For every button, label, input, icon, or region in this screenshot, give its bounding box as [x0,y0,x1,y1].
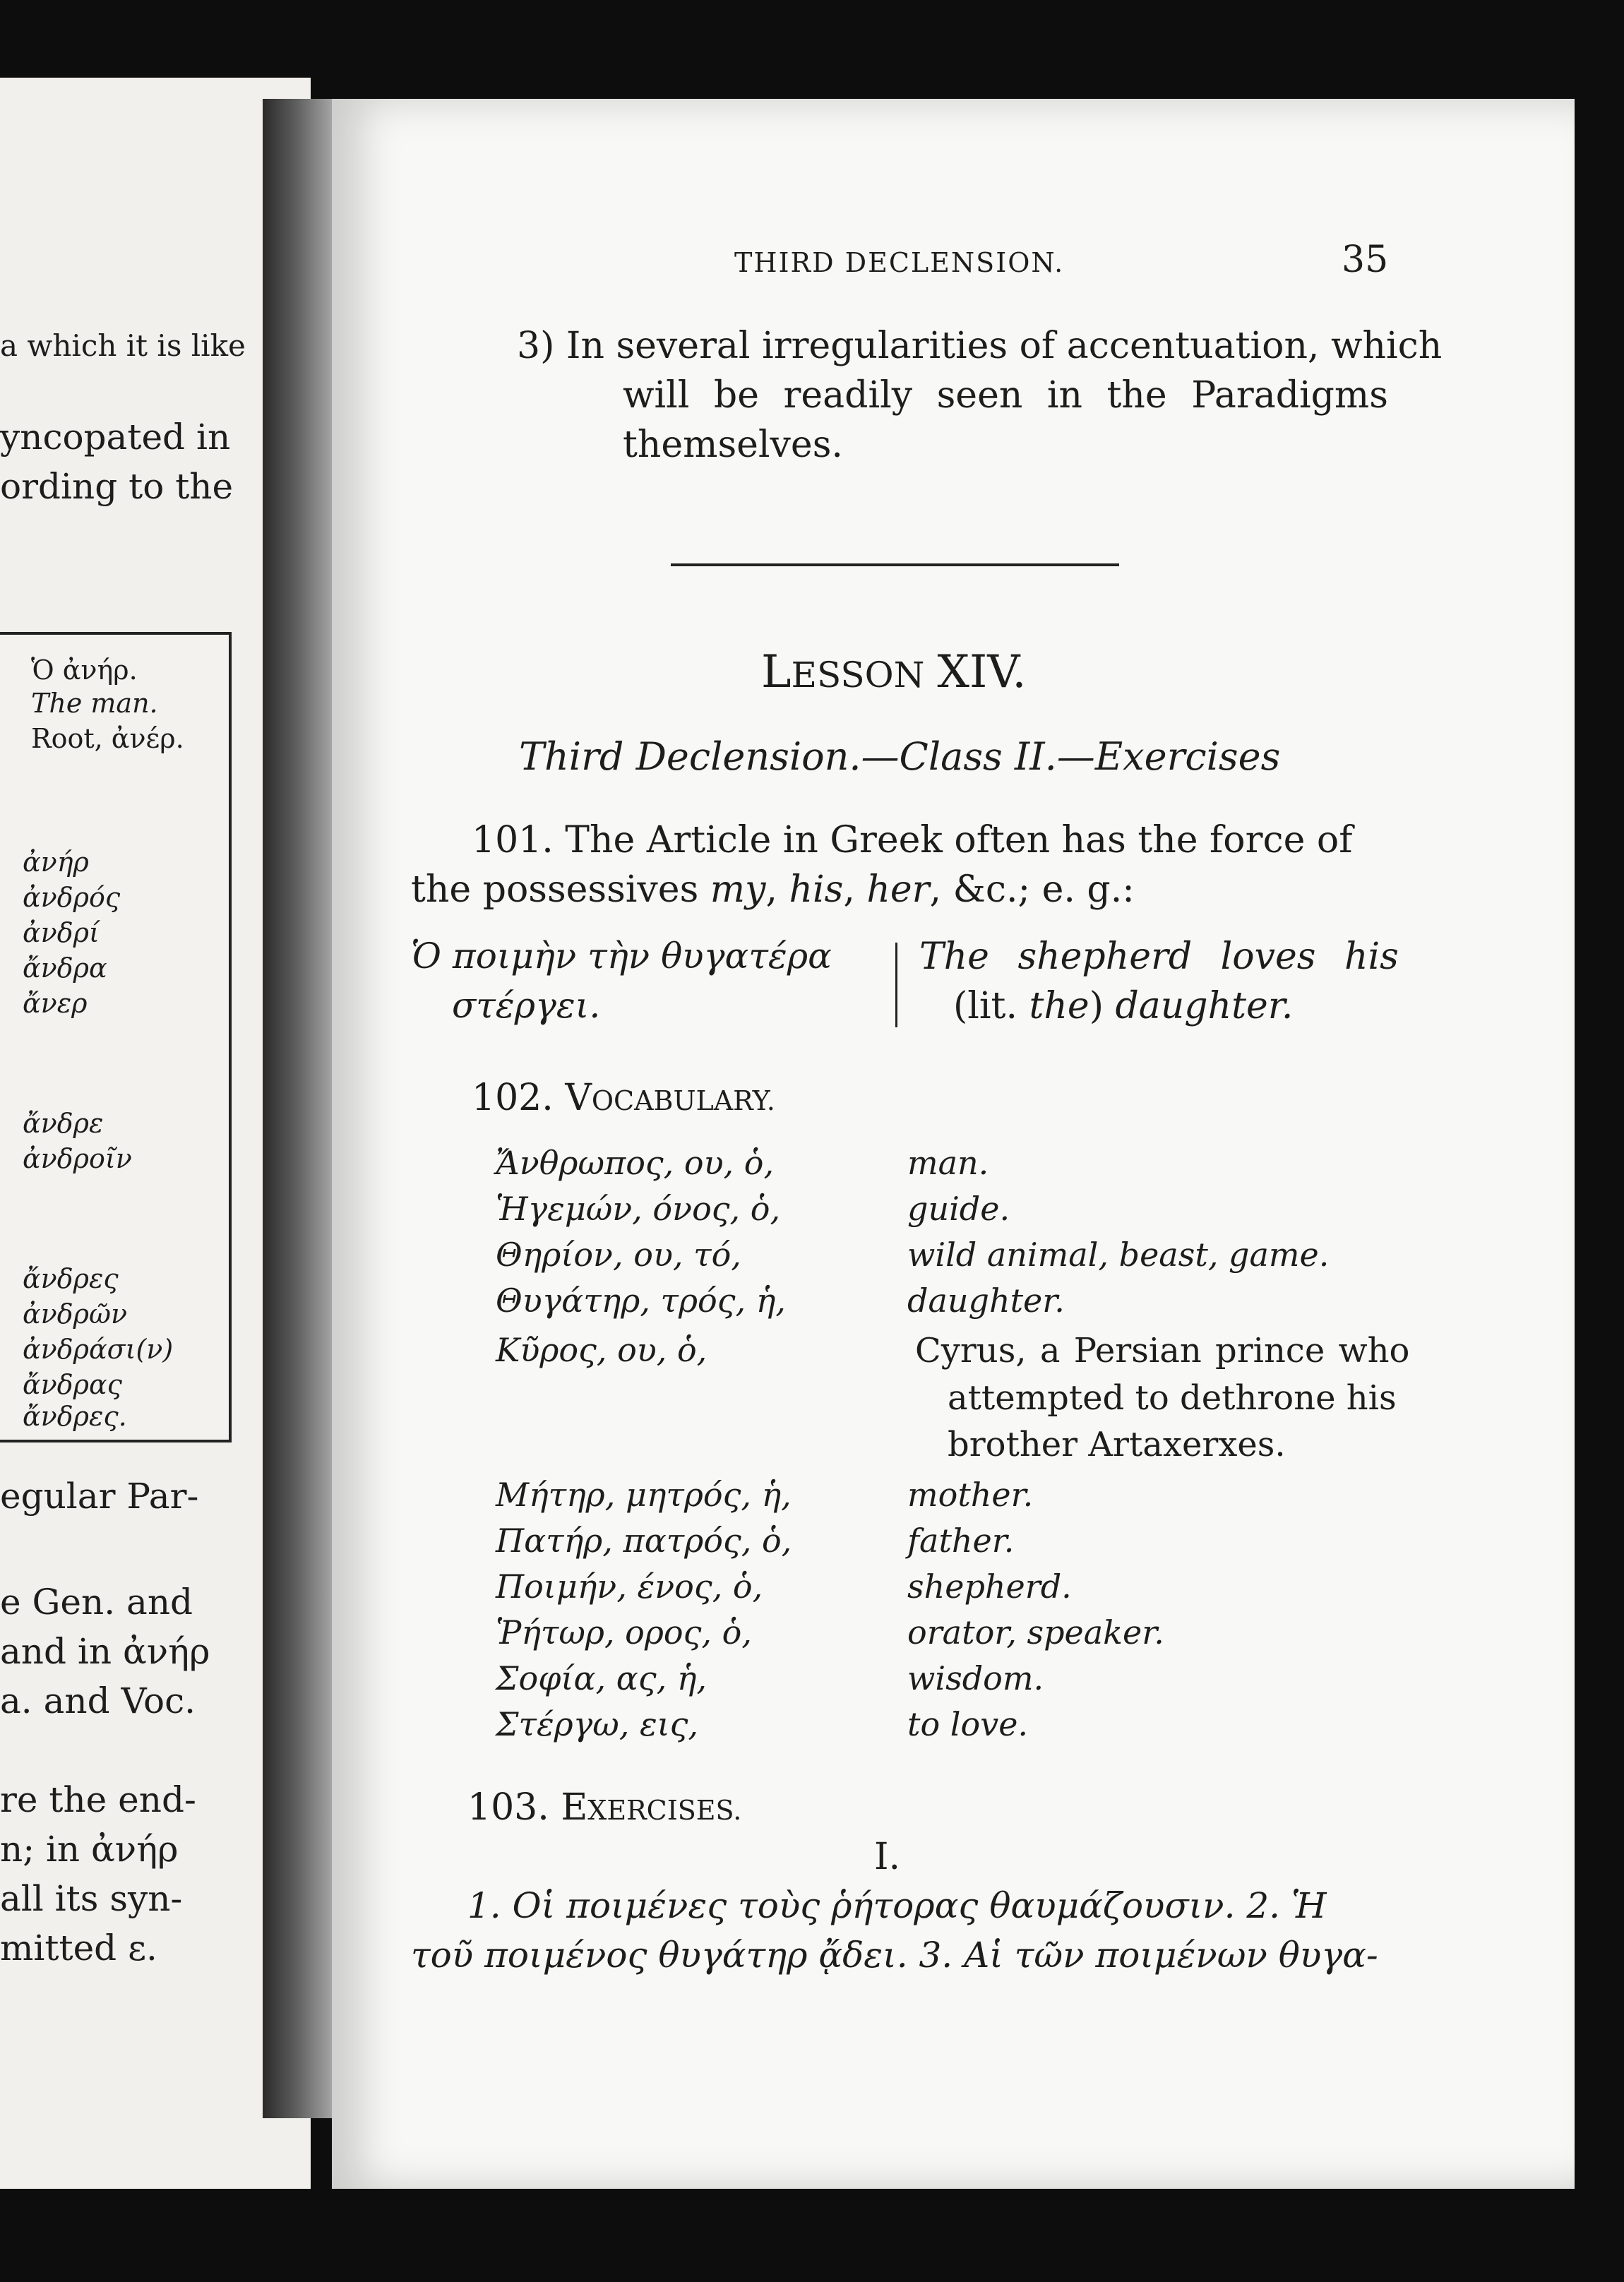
lesson-title: LESSON XIV. [761,646,1027,698]
left-fragment: a. and Voc. [0,1680,196,1721]
paradigm-form: ἄνδρε [23,1108,104,1139]
left-fragment: and in ἀνήρ [0,1631,210,1672]
intro-line: themselves. [623,424,843,466]
vocab-english: wild animal, beast, game. [907,1236,1330,1274]
left-fragment: yncopated in [0,417,231,458]
exercise-line: 1. Οἱ ποιμένες τοὺς ῥήτορας θαυμάζουσιν. 2. Ἡ [467,1885,1327,1926]
paradigm-header: Root, ἀνέρ. [31,723,184,754]
paradigm-form: ἀνήρ [23,847,89,878]
left-fragment: ording to the [0,466,234,507]
intro-line: 3) In several irregularities of accentuation, which [517,325,1443,367]
para-101-line: the possessives my, his, her, &c.; e. g.: [411,868,1135,911]
vocab-greek: Θυγάτηρ, τρός, ἡ, [496,1282,786,1320]
left-fragment: n; in ἀνήρ [0,1829,179,1870]
paradigm-form: ἀνδροῖν [23,1143,132,1174]
vocab-english: orator, speaker. [907,1613,1164,1651]
vocab-greek: Σοφία, ας, ἡ, [496,1659,707,1697]
exercise-set-number: I. [874,1836,901,1878]
left-fragment: all its syn- [0,1878,183,1919]
left-fragment: egular Par- [0,1476,199,1517]
exercise-line: τοῦ ποιμένος θυγάτηρ ᾄδει. 3. Αἱ τῶν ποιμένων θυγα- [411,1935,1378,1976]
paradigm-form: ἀνδρί [23,917,100,948]
paradigm-form: ἄνερ [23,988,88,1019]
vocab-greek: Πατήρ, πατρός, ὁ, [496,1522,792,1560]
example-english: The shepherd loves his [919,936,1399,978]
vocab-english: man. [907,1144,989,1182]
section-rule [671,563,1119,566]
example-greek: Ὁ ποιμὴν τὴν θυγατέρα [411,936,832,976]
vocab-greek: Μήτηρ, μητρός, ἡ, [496,1476,792,1514]
vocab-english: guide. [907,1190,1010,1228]
vocab-english: to love. [907,1705,1029,1743]
example-greek: στέργει. [452,985,601,1026]
vocab-greek: Στέργω, εις, [496,1705,699,1743]
vocab-english: Cyrus, a Persian prince who [915,1331,1410,1370]
paradigm-form: ἄνδρες [23,1263,119,1294]
vocab-greek: Ῥήτωρ, ορος, ὁ, [496,1613,752,1651]
paradigm-header: The man. [31,688,158,719]
vocab-english: attempted to dethrone his [948,1378,1397,1418]
vocab-greek: Ἄνθρωπος, ου, ὁ, [496,1144,775,1182]
vocab-english: shepherd. [907,1567,1072,1606]
vocab-greek: Ποιμήν, ένος, ὁ, [496,1567,763,1606]
running-title: THIRD DECLENSION. [734,247,1065,278]
paradigm-form: ἀνδρός [23,882,121,913]
left-fragment: re the end- [0,1779,196,1820]
paradigm-form: ἀνδράσι(ν) [23,1334,174,1365]
left-fragment: a which it is like [0,328,246,363]
lesson-subtitle: Third Declension.—Class II.—Exercises [519,734,1281,779]
paradigm-form: ἄνδρες. [23,1401,127,1432]
paradigm-form: ἀνδρῶν [23,1298,128,1330]
vocab-english: brother Artaxerxes. [948,1425,1286,1464]
vocab-greek: Κῦρος, ου, ὁ, [496,1331,707,1369]
paradigm-box [0,632,232,1442]
current-page [332,99,1575,2189]
intro-line: will be readily seen in the Paradigms [623,374,1388,417]
vocab-english: daughter. [907,1282,1065,1320]
paradigm-header: Ὁ ἀνήρ. [31,655,138,686]
example-divider [895,943,897,1027]
paradigm-form: ἄνδρας [23,1369,122,1400]
paradigm-form: ἄνδρα [23,952,107,984]
vocab-greek: Θηρίον, ου, τό, [496,1236,741,1274]
para-101-line: 101. The Article in Greek often has the force of [472,819,1353,861]
vocab-english: father. [907,1522,1015,1560]
page-number: 35 [1342,239,1389,281]
example-english: (lit. the) daughter. [953,985,1294,1027]
vocab-english: mother. [907,1476,1034,1514]
vocab-english: wisdom. [907,1659,1044,1697]
exercises-heading: 103. EXERCISES. [467,1786,742,1829]
left-fragment: e Gen. and [0,1582,193,1623]
left-fragment: mitted ε. [0,1928,157,1969]
vocabulary-heading: 102. VOCABULARY. [472,1077,775,1119]
vocab-greek: Ἡγεμών, όνος, ὁ, [496,1190,781,1228]
